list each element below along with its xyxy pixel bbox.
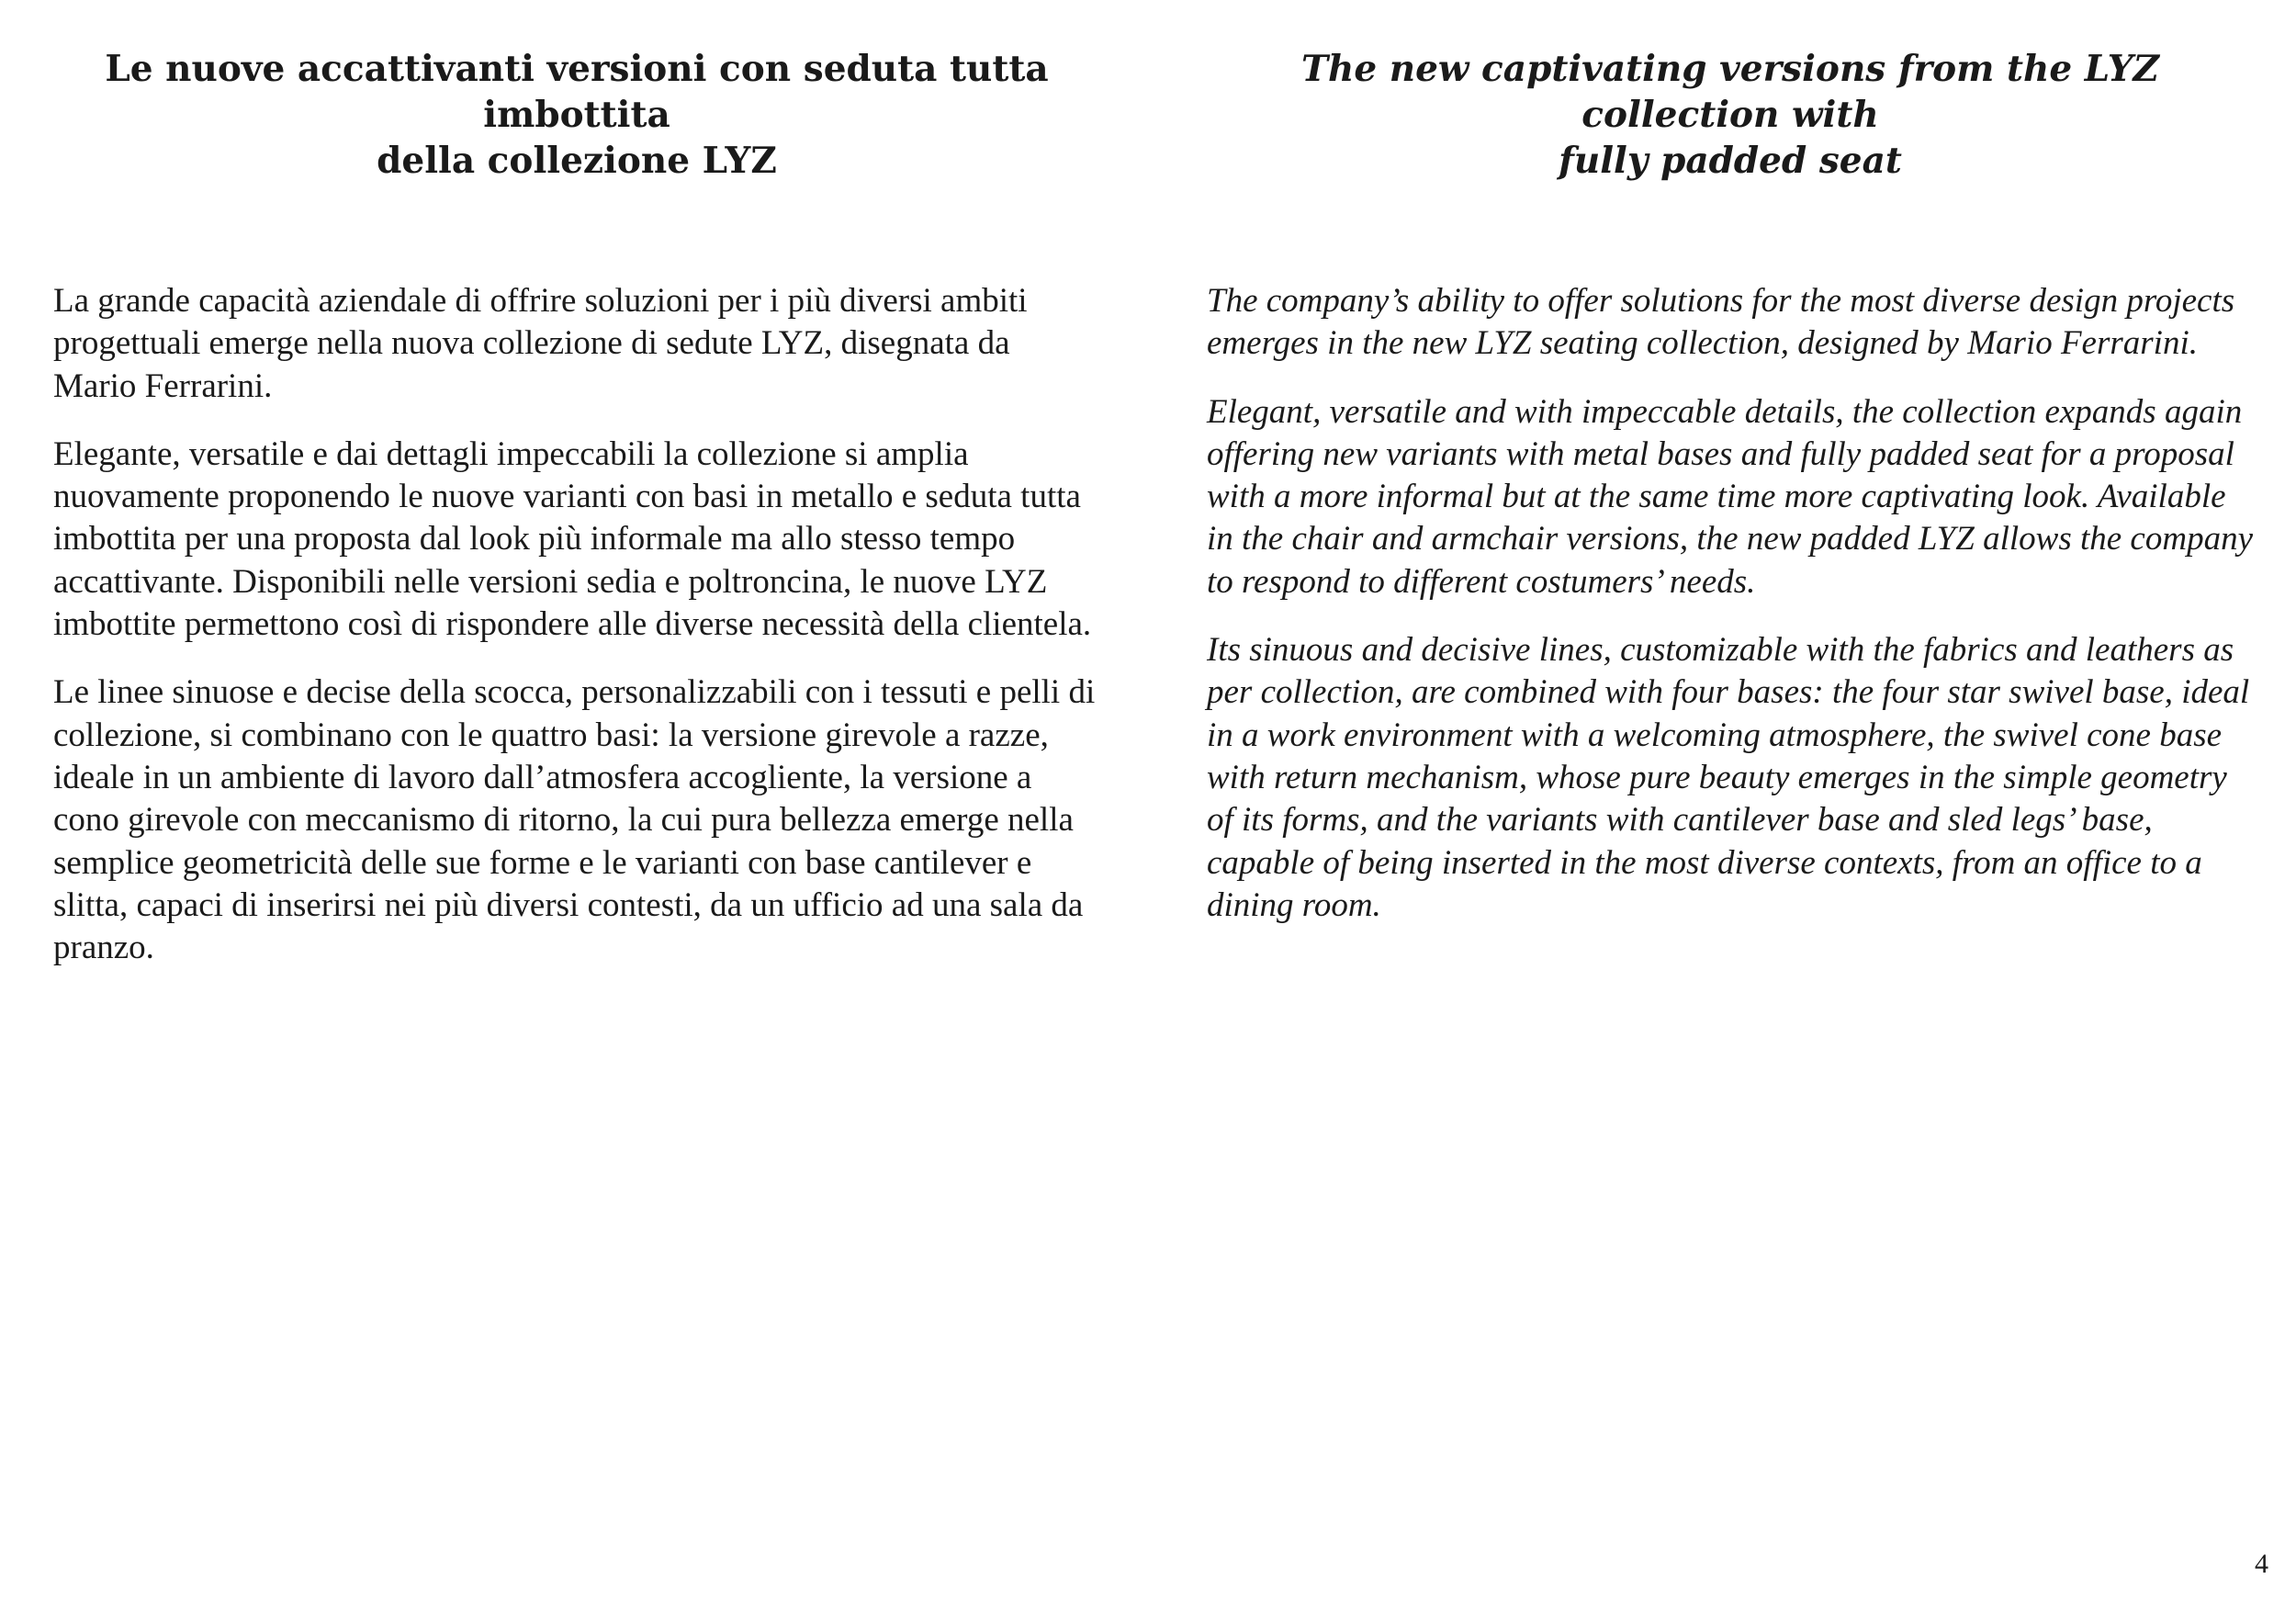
italian-paragraph-2: Elegante, versatile e dai dettagli impeccabili la collezione si amplia nuovamente proponendo le nuove varianti con basi in metallo e seduta tutta imbottita per una proposta dal look più informale ma allo stesso tempo accattivante. Disponibili nelle versioni sedia e poltroncina, le nuove LYZ imbottite permettono così di rispondere alle diverse necessità della clientela. (53, 434, 1092, 644)
english-paragraph-1: The company’s ability to offer solutions for the most diverse design projects emerges in the new LYZ seating collection, designed by Mario Ferrarini. (1207, 282, 2235, 363)
italian-title-line-1: Le nuove accattivanti versioni con seduta tutta imbottita (105, 48, 1049, 136)
english-title-line-1: The new captivating versions from the LYZ collection with (1300, 48, 2160, 136)
english-title-line-2: fully padded seat (1559, 140, 1902, 182)
page-number: 4 (2255, 1549, 2268, 1579)
italian-body (53, 280, 1100, 995)
italian-title-line-2: della collezione LYZ (377, 140, 777, 182)
english-paragraph-2: Elegant, versatile and with impeccable details, the collection expands again offering new variants with metal bases and fully padded seat for a proposal with a more informal but at the same time more captivating look. Available in the chair and armchair versions, the new padded LYZ allows the company to respond to different costumers’ needs. (1207, 392, 2253, 601)
english-body (1207, 280, 2254, 953)
italian-title (53, 46, 1100, 184)
italian-paragraph-3: Le linee sinuose e decise della scocca, personalizzabili con i tessuti e pelli di collezione, si combinano con le quattro basi: la versione girevole a razze, ideale in un ambiente di lavoro dall’atmosfera accogliente, la versione a cono girevole con meccanismo di ritorno, la cui pura bellezza emerge nella semplice geometricità delle sue forme e le varianti con base cantilever e slitta, capaci di inserirsi nei più diversi contesti, da un ufficio ad una sala da pranzo. (53, 673, 1096, 967)
english-title (1207, 46, 2254, 184)
italian-paragraph-1: La grande capacità aziendale di offrire soluzioni per i più diversi ambiti progettuali emerge nella nuova collezione di sedute LYZ, disegnata da Mario Ferrarini. (53, 282, 1028, 405)
english-paragraph-3: Its sinuous and decisive lines, customizable with the fabrics and leathers as per collection, are combined with four bases: the four star swivel base, ideal in a work environment with a welcoming atmosphere, the swivel cone base with return mechanism, whose pure beauty emerges in the simple geometry of its forms, and the variants with cantilever base and sled legs’ base, capable of being inserted in the most diverse contexts, from an office to a dining room. (1207, 631, 2250, 924)
